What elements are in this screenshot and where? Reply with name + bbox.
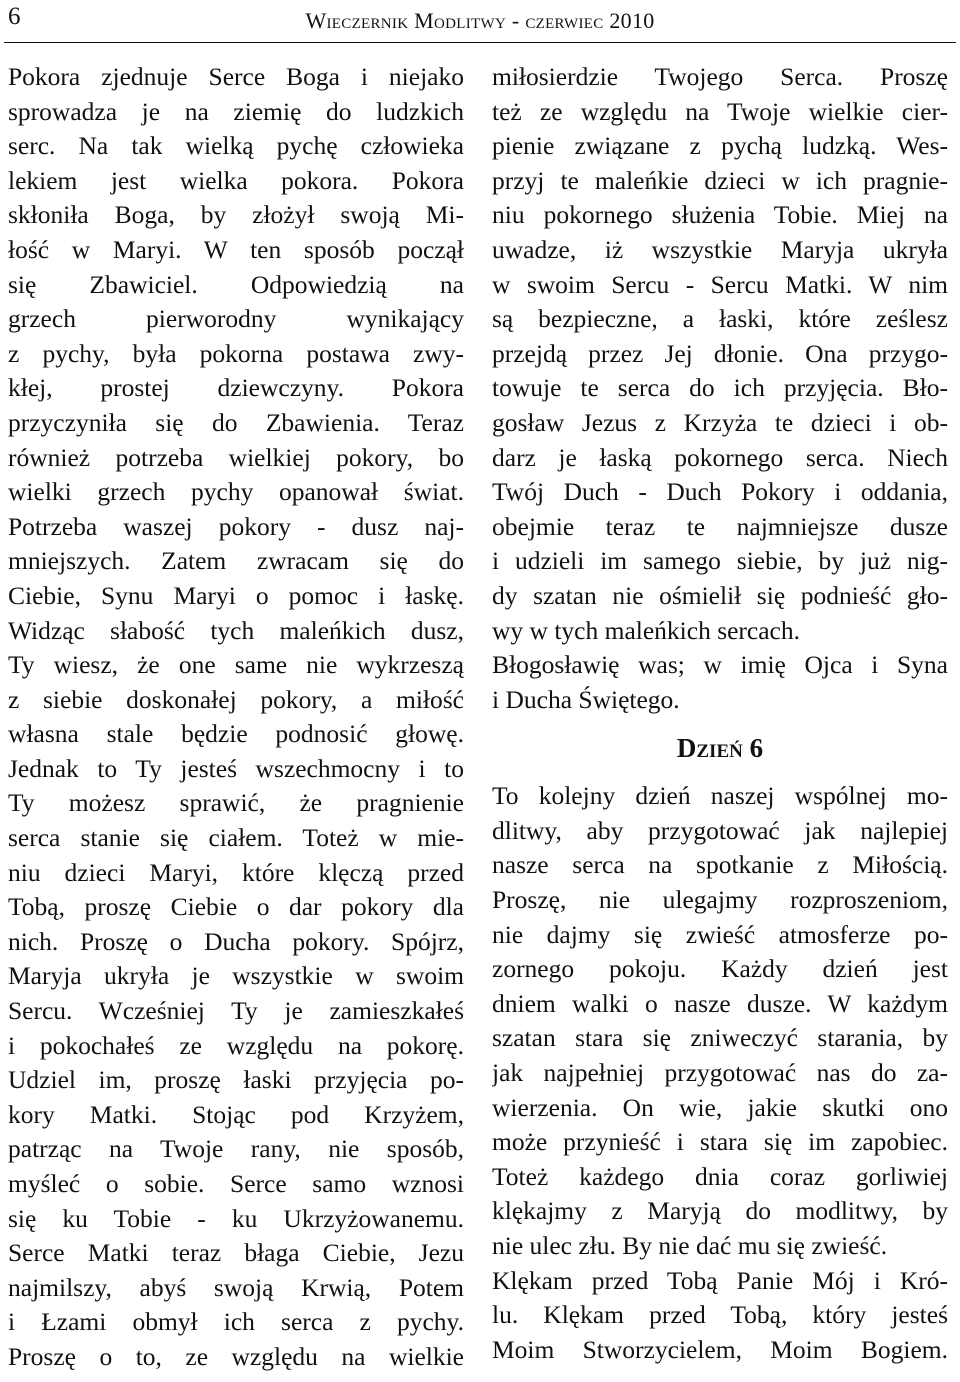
right-paragraph-3 [492,779,948,1263]
text-line: przyj te maleńkie dzieci w ich pragnie- [492,165,948,195]
text-line: gosław Jezus z Krzyża te dzieci i ob- [492,407,948,437]
right-column [492,60,948,1367]
text-line: nasze serca na spotkanie z Miłością. [492,850,948,880]
text-line: nich. Proszę o Ducha pokory. Spójrz, [8,926,464,956]
text-line: Ty możesz sprawić, że pragnienie [8,788,464,818]
text-line: Toteż każdego dnia coraz gorliwiej [492,1161,948,1191]
text-line: przejdą przez Jej dłonie. Ona przygo- [492,338,948,368]
text-line: sprowadza je na ziemię do ludzkich [8,96,464,126]
text-line: lu. Klękam przed Tobą, który jesteś [492,1300,948,1330]
section-heading: Dzień 6 [676,733,764,764]
page-number: 6 [8,3,21,30]
text-line: Ciebie, Synu Maryi o pomoc i łaskę. [8,580,464,610]
text-line: Widząc słabość tych maleńkich dusz, [8,615,464,645]
text-line: nie ulec złu. By nie dać mu się zwieść. [492,1231,888,1260]
text-line: uwadze, iż wszystkie Maryja ukryła [492,234,948,264]
text-line: mniejszych. Zatem zwracam się do [8,546,464,576]
left-paragraph [8,60,464,1375]
text-line: towuje te serca do ich przyjęcia. Bło- [492,373,948,403]
text-line: i Ducha Świętego. [492,684,680,714]
header-rule [4,42,956,43]
text-line: Udziel im, proszę łaski przyjęcia po- [8,1065,464,1095]
text-line: jak najpełniej przygotować nas do za- [492,1058,948,1088]
text-line: własna stale będzie podnosić głowę. [8,719,464,749]
text-line: dy szatan nie ośmielił się podnieść gło- [492,580,948,610]
text-line: Jednak to Ty jesteś wszechmocny i to [8,753,464,783]
text-line: klękajmy z Maryją do modlitwy, by [492,1196,948,1226]
text-line: Proszę o to, ze względu na wielkie [8,1341,464,1371]
text-line: wy w tych maleńkich sercach. [492,615,801,645]
text-line: Serce Matki teraz błaga Ciebie, Jezu [8,1238,464,1268]
text-line: dniem walki o nasze dusze. W każdym [492,988,948,1018]
text-line: obejmie teraz te najmniejsze dusze [492,511,948,541]
text-line: się Zbawiciel. Odpowiedzią na [8,269,464,299]
text-line: niu dzieci Maryi, które klęczą przed [8,857,464,887]
text-line: są bezpieczne, a łaski, które ześlesz [492,304,948,334]
text-line: Ty wiesz, że one same nie wykrzeszą [8,650,464,680]
text-line: nie dajmy się zwieść atmosferze po- [492,919,948,949]
text-line: kłej, prostej dziewczyny. Pokora [8,373,464,403]
text-line: skłoniła Boga, by złożył swoją Mi- [8,200,464,230]
text-line: i Łzami obmył ich serca z pychy. [8,1307,464,1337]
page-header [0,0,960,46]
text-line: też ze względu na Twoje wielkie cier- [492,96,948,126]
text-line: myśleć o sobie. Serce samo wznosi [8,1169,464,1198]
text-line: Twój Duch - Duch Pokory i oddania, [492,477,948,507]
text-line: Proszę, nie ulegajmy rozproszeniom, [492,885,948,915]
text-line: Maryja ukryła je wszystkie w swoim [8,961,464,991]
right-paragraph-4 [492,1264,948,1368]
text-line: miłosierdzie Twojego Serca. Proszę [492,62,948,91]
text-line: z siebie doskonałej pokory, a miłość [8,684,464,714]
text-line: może przynieść i stara się im zapobiec. [492,1127,948,1157]
text-line: kory Matki. Stojąc pod Krzyżem, [8,1099,464,1129]
text-line: To kolejny dzień naszej wspólnej mo- [492,781,948,811]
text-line: Moim Stworzycielem, Moim Bogiem. [492,1334,948,1364]
text-line: niu pokornego służenia Tobie. Miej na [492,200,948,230]
text-line: grzech pierworodny wynikający [8,304,464,334]
text-line: najmilszy, abyś swoją Krwią, Potem [8,1272,464,1302]
text-line: wierzenia. On wie, jakie skutki ono [492,1092,948,1122]
text-line: szatan stara się zniweczyć starania, by [492,1023,948,1053]
text-line: zornego pokoju. Każdy dzień jest [492,954,948,984]
text-line: łość w Maryi. W ten sposób począł [8,234,464,264]
text-line: się ku Tobie - ku Ukrzyżowanemu. [8,1203,464,1233]
text-line: Pokora zjednuje Serce Boga i niejako [8,62,464,91]
text-line: Sercu. Wcześniej Ty je zamieszkałeś [8,996,464,1026]
text-line: lekiem jest wielka pokora. Pokora [8,165,464,195]
right-paragraph-1 [492,60,948,648]
text-line: również potrzeba wielkiej pokory, bo [8,442,464,472]
right-paragraph-2 [492,648,948,717]
text-line: darz je łaską pokornego serca. Niech [492,442,948,472]
text-line: przyczyniła się do Zbawienia. Teraz [8,407,464,437]
text-line: Błogosławię was; w imię Ojca i Syna [492,650,948,680]
text-line: z pychy, była pokorna postawa zwy- [8,338,464,368]
text-line: Klękam przed Tobą Panie Mój i Kró- [492,1265,948,1295]
text-line: w swoim Sercu - Sercu Matki. W nim [492,269,948,299]
text-line: i udzieli im samego siebie, by już nig- [492,546,948,576]
left-column [8,60,464,1375]
text-line: Tobą, proszę Ciebie o dar pokory dla [8,892,464,922]
text-line: patrząc na Twoje rany, nie sposób, [8,1134,464,1164]
text-line: serca stanie się ciałem. Toteż w mie- [8,823,464,853]
text-line: serc. Na tak wielką pychę człowieka [8,131,464,161]
text-line: wielki grzech pychy opanował świat. [8,477,464,507]
text-line: pienie związane z pychą ludzką. Wes- [492,131,948,161]
text-line: Potrzeba waszej pokory - dusz naj- [8,511,464,541]
text-line: i pokochałeś ze względu na pokorę. [8,1030,464,1060]
running-title: Wieczernik Modlitwy - czerwiec 2010 [305,8,655,33]
text-line: dlitwy, aby przygotować jak najlepiej [492,815,948,845]
